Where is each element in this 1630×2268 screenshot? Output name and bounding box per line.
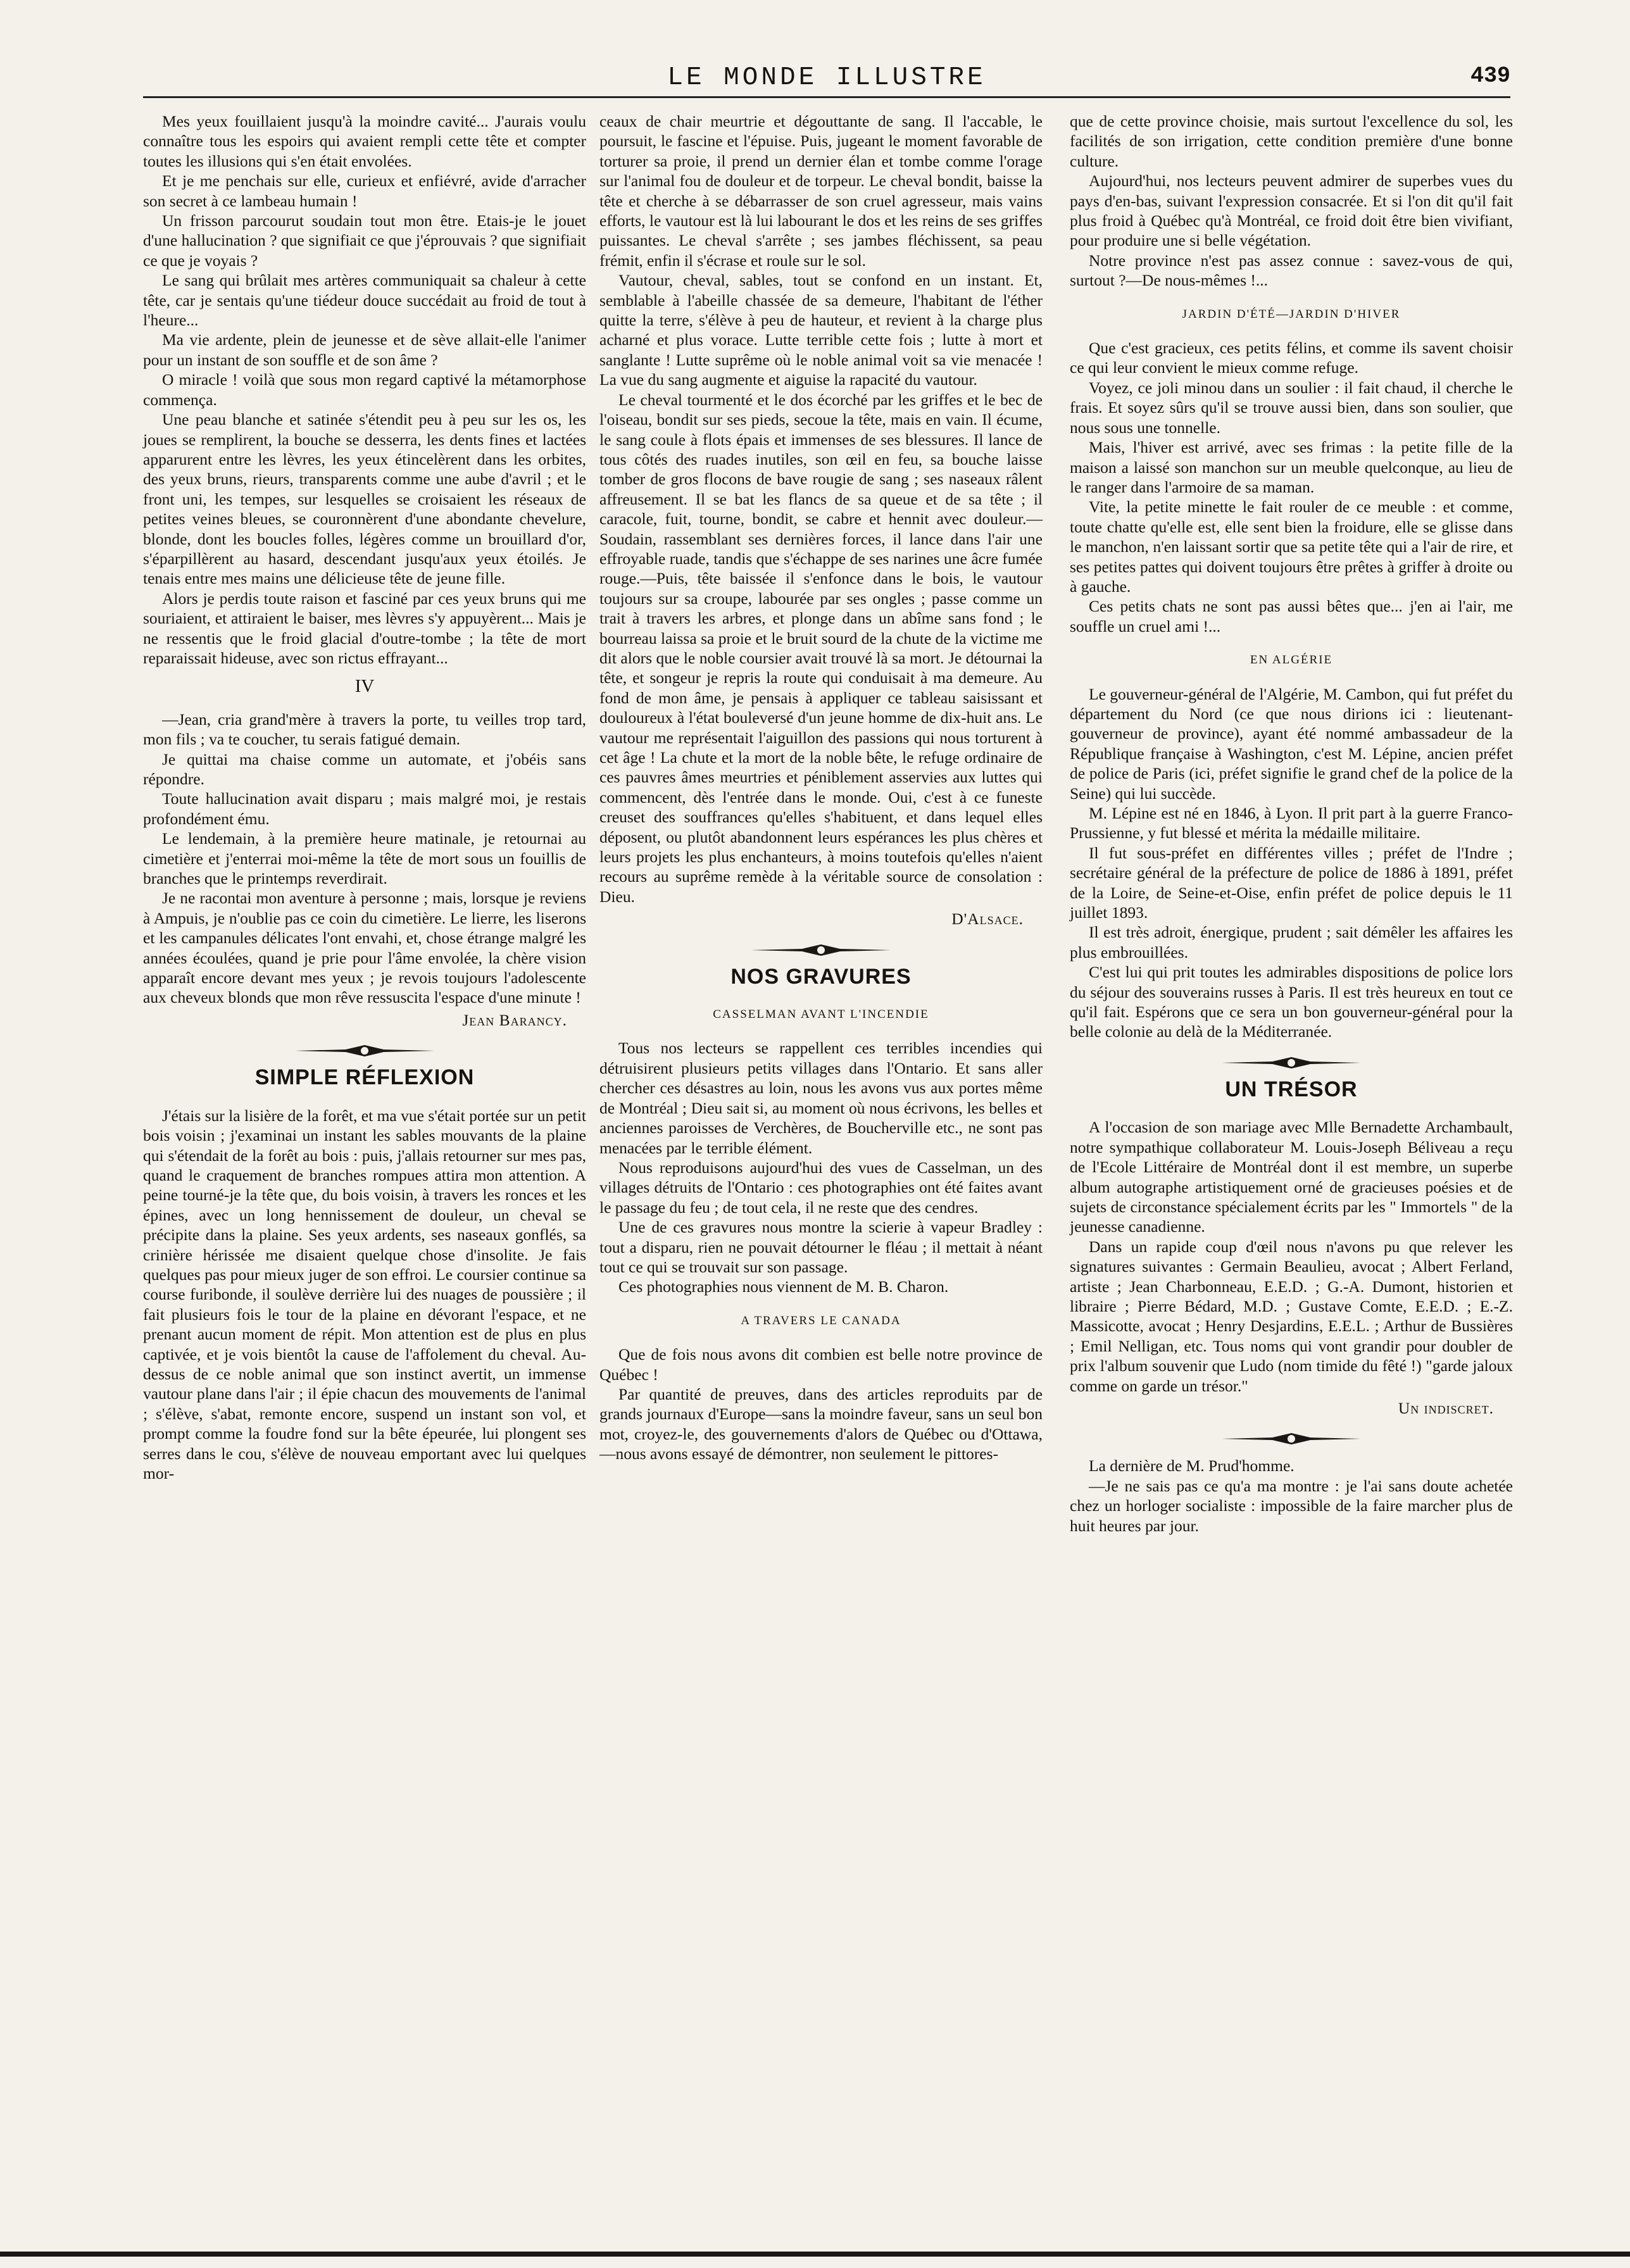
- paragraph: Le lendemain, à la première heure matinale, je retournai au cimetière et j'enterrai moi-même la tête de mort sous un fouillis de branches que le printemps reverdirait.: [143, 829, 586, 888]
- paragraph: Que de fois nous avons dit combien est belle notre province de Québec !: [599, 1345, 1043, 1384]
- article-heading: NOS GRAVURES: [730, 964, 912, 989]
- section-subheading: EN ALGÉRIE: [1250, 653, 1333, 667]
- page-bottom-edge: [0, 2252, 1630, 2257]
- paragraph: —Jean, cria grand'mère à travers la porte, tu veilles trop tard, mon fils ; va te coucher, tu serais fatigué demain.: [143, 710, 586, 749]
- paragraph: que de cette province choisie, mais surtout l'excellence du sol, les facilités de son irrigation, cette condition première d'une bonne culture.: [1070, 112, 1513, 170]
- paragraph: Je quittai ma chaise comme un automate, et j'obéis sans répondre.: [143, 749, 586, 788]
- author-signature: Un indiscret.: [1398, 1398, 1494, 1417]
- paragraph: Mes yeux fouillaient jusqu'à la moindre cavité... J'aurais voulu connaître tous les espoirs qui avaient rempli cette tête et compter toutes les illusions qui s'en était envolées.: [143, 112, 586, 170]
- paragraph: Il est très adroit, énergique, prudent ; sait démêler les affaires les plus embrouillées.: [1070, 923, 1513, 962]
- paragraph: Je ne racontai mon aventure à personne ; mais, lorsque je reviens à Ampuis, je n'oublie pas ce coin du cimetière. Le lierre, les liserons et les campanules délicates l'ont envahi, et, chose étrange malgré les années écoulées, quand je prie pour l'âme envolée, la chère vision apparaît encore devant mes yeux ; je revois toujours l'adolescente aux cheveux blonds que mon rêve ressuscita l'espace d'une minute !: [143, 889, 586, 1007]
- paragraph: Ces photographies nous viennent de M. B. Charon.: [618, 1277, 949, 1296]
- paragraph: Un frisson parcourut soudain tout mon être. Etais-je le jouet d'une hallucination ? que signifiait ce que j'éprouvais ? que signifiait ce que je voyais ?: [143, 211, 586, 270]
- paragraph: Une peau blanche et satinée s'étendit peu à peu sur les os, les joues se remplirent, la bouche se desserra, les dents fines et lactées apparurent entre les lèvres, les yeux étincelèrent dans les orbites, des yeux bruns, rieurs, transparents comme une aube d'avril ; et le front uni, les tempes, sur lesquelles se croisaient les réseaux de petites veines bleues, se couronnèrent d'une abondante chevelure, blonde, dont les boucles folles, légères comme un brouillard d'or, s'éparpillèrent au hasard, descendant jusqu'aux yeux étoilés. Je tenais entre mes mains une délicieuse tête de jeune fille.: [143, 410, 586, 588]
- header-rule: [143, 96, 1510, 98]
- divider-ornament: [1070, 1429, 1513, 1448]
- paragraph: La dernière de M. Prud'homme.: [1089, 1457, 1295, 1475]
- paragraph: J'étais sur la lisière de la forêt, et ma vue s'était portée sur un petit bois voisin ; j'examinai un instant les sables mouvants de la plaine qui s'étendait de la forêt au bois : puis, j'allais retourner sur mes pas, quand le craquement de branches rompues attira mon attention. A peine tourné-je la tête que, du bois voisin, à travers les ronces et les épines, avec un long hennissement de douleur, un cheval se précipite dans la plaine. Ses yeux ardents, ses naseaux gonflés, sa crinière hérissée me disaient quelque chose d'insolite. Je fais quelques pas pour mieux juger de son effroi. Le coursier continue sa course furibonde, il soulève derrière lui des nuages de poussière ; il fait plusieurs fois le tour de la plaine en dévorant l'espace, et ne prenant aucun moment de répit. Mon attention est de plus en plus captivée, et je vois bientôt la cause de l'affolement du cheval. Au-dessus de ce noble animal que son instinct avertit, un immense vautour plane dans l'air ; il épie chacun des mouvements de l'animal ; s'élève, s'abat, remonte encore, suspend un instant son vol, et prompt comme la foudre fond sur la bête épeurée, lui plongent ses serres dans le cou, s'élève de nouveau emportant avec lui quelques mor-: [143, 1106, 586, 1482]
- paragraph: Tous nos lecteurs se rappellent ces terribles incendies qui détruisirent plusieurs petits villages dans l'Ontario. Et sans aller chercher ces désastres au loin, nous les avons vus aux portes même de Montréal ; Dieu sait si, au moment où nous écrivons, les belles et anciennes paroisses de Verchères, de Boucherville etc., ne sont pas menacées par le terrible élément.: [599, 1039, 1043, 1157]
- section-subheading: A TRAVERS LE CANADA: [741, 1313, 901, 1327]
- paragraph: Vautour, cheval, sables, tout se confond en un instant. Et, semblable à l'abeille chassée de sa demeure, l'habitant de l'éther quitte la terre, s'élève à peu de hauteur, et revient à la charge plus acharné et plus vorace. Lutte terrible cette fois ; lutte à mort et sanglante ! Lutte suprême où le noble animal voit sa vie menacée ! La vue du sang augmente et aiguise la rapacité du vautour.: [599, 271, 1043, 389]
- divider-ornament: [599, 941, 1043, 960]
- masthead-title: LE MONDE ILLUSTRE: [667, 63, 986, 92]
- paragraph: A l'occasion de son mariage avec Mlle Bernadette Archambault, notre sympathique collaborateur M. Louis-Joseph Béliveau a reçu de l'Ecole Littéraire de Montréal dont il est membre, un superbe album autographe artistiquement orné de gracieuses poésies et de sujets de circonstance spécialement écrits par les " Immortels " de la jeunesse canadienne.: [1070, 1118, 1513, 1236]
- column-3: [1070, 111, 1513, 1536]
- paragraph: Ma vie ardente, plein de jeunesse et de sève allait-elle l'animer pour un instant de son souffle et de son âme ?: [143, 330, 586, 369]
- paragraph: Par quantité de preuves, dans des articles reproduits par de grands journaux d'Europe—sans la moindre faveur, sans un seul bon mot, croyez-le, des gouvernements d'alors de Québec ou d'Ottawa,—nous avons essayé de démontrer, non seulement le pittores-: [599, 1384, 1043, 1463]
- paragraph: O miracle ! voilà que sous mon regard captivé la métamorphose commença.: [143, 370, 586, 409]
- article-heading: UN TRÉSOR: [1225, 1077, 1358, 1101]
- paragraph: C'est lui qui prit toutes les admirables dispositions de police lors du séjour des souverains russes à Paris. Il est très heureux en tout ce qu'il fait. Espérons que ce sera un bon gouverneur-général pour la belle colonie au delà de la Méditerranée.: [1070, 963, 1513, 1041]
- paragraph: Toute hallucination avait disparu ; mais malgré moi, je restais profondément ému.: [143, 789, 586, 828]
- section-subheading: JARDIN D'ÉTÉ—JARDIN D'HIVER: [1182, 307, 1401, 321]
- paragraph: Vite, la petite minette le fait rouler de ce meuble : et comme, toute chatte qu'elle est, elle sent bien la froidure, elle se glisse dans le manchon, n'en laissant sortir que sa petite tête qui a l'air de rire, et ses petites pattes qui doivent toujours être prêtes à griffer à droite ou à gauche.: [1070, 498, 1513, 596]
- paragraph: Ces petits chats ne sont pas aussi bêtes que... j'en ai l'air, me souffle un cruel ami !...: [1070, 597, 1513, 636]
- paragraph: Le cheval tourmenté et le dos écorché par les griffes et le bec de l'oiseau, bondit sur ses pieds, secoue la tête, mais en vain. Il écume, le sang coule à flots épais et immenses de ses blessures. Il lance de tous côtés des ruades inutiles, son œil en feu, sa bouche laisse tomber de gros flocons de bave rougie de sang ; ses naseaux râlent affreusement. Il se bat les flancs de sa queue et de sa tête ; il caracole, fuit, tourne, bondit, se cabre et hennit avec douleur.—Soudain, rassemblant ses dernières forces, il lance dans l'air une effroyable ruade, tandis que s'échappe de ses narines une âcre fumée rouge.—Puis, tête baissée il s'enfonce dans le bois, le vautour toujours sur sa croupe, labourée par ses ongles ; passe comme un trait à travers les arbres, et plonge dans un abîme sans fond ; le bourreau laissa sa proie et le bruit sourd de la chute de la victime me dit alors que le noble coursier avait trouvé là sa mort. Je détournai la tête, et songeur je repris la route qui conduisait à ma demeure. Au fond de mon âme, je pensais à appliquer ce tableau saisissant et douloureux à l'état bouleversé d'un jeune homme de dix-huit ans. Le vautour me représentait l'aiguillon des passions qui nous torturent à cet âge ! La chute et la mort de la noble bête, le refuge ordinaire de ces pauvres âmes meurtries et péniblement asservies aux luttes qui commencent, dès l'entrée dans le monde. Oui, c'est à ce funeste creuset des souffrances qu'elles s'habituent, et dans lequel elles déposent, ou plutôt abandonnent leurs espérances les plus chères et leurs projets les plus enchanteurs, à moins toutefois qu'elles n'aient recours au suprême remède à la véritable source de consolation : Dieu.: [599, 390, 1043, 906]
- divider-ornament: [1070, 1053, 1513, 1072]
- paragraph: Et je me penchais sur elle, curieux et enfiévré, avide d'arracher son secret à ce lambeau humain !: [143, 172, 586, 210]
- article-heading: SIMPLE RÉFLEXION: [254, 1065, 475, 1090]
- paragraph: Voyez, ce joli minou dans un soulier : il fait chaud, il cherche le frais. Et soyez sûrs qu'il se trouve aussi bien, dans son soulier, que nous sous une tonnelle.: [1070, 378, 1513, 437]
- section-numeral: IV: [354, 676, 375, 697]
- paragraph: Une de ces gravures nous montre la scierie à vapeur Bradley : tout a disparu, rien ne pouvait détourner le fléau ; il mettait à néant tout ce qui se trouvait sur son passage.: [599, 1218, 1043, 1276]
- paragraph: M. Lépine est né en 1846, à Lyon. Il prit part à la guerre Franco-Prussienne, y fut blessé et mérita la médaille militaire.: [1070, 804, 1513, 843]
- column-1: [143, 111, 586, 1483]
- author-signature: Jean Barancy.: [462, 1010, 567, 1029]
- paragraph: Mais, l'hiver est arrivé, avec ses frimas : la petite fille de la maison a laissé son manchon sur un meuble quelconque, au lieu de le ranger dans l'armoire de sa maman.: [1070, 438, 1513, 496]
- divider-ornament: [143, 1041, 586, 1060]
- section-subheading: CASSELMAN AVANT L'INCENDIE: [713, 1008, 929, 1022]
- paragraph: Nous reproduisons aujourd'hui des vues de Casselman, un des villages détruits de l'Ontario : ces photographies ont été faites avant le passage du feu ; de tout cela, il ne reste que des cendres.: [599, 1158, 1043, 1217]
- page-header: [143, 63, 1510, 101]
- paragraph: —Je ne sais pas ce qu'a ma montre : je l'ai sans doute achetée chez un horloger socialiste : impossible de la faire marcher plus de huit heures par jour.: [1070, 1476, 1513, 1535]
- paragraph: Dans un rapide coup d'œil nous n'avons pu que relever les signatures suivantes : Germain Beaulieu, avocat ; Albert Ferland, artiste ; Jean Charbonneau, E.E.D. ; G.-A. Dumont, historien et libraire ; Pierre Bédard, M.D. ; Gustave Comte, E.E.D. ; E.-Z. Massicotte, avocat ; Henry Desjardins, E.E.L. ; Arthur de Bussières ; Emil Nelligan, etc. Tous noms qui vont grandir pour doubler de prix l'album souvenir que Ludo (nom timide du fêté !) "garde jaloux comme on garde un trésor.": [1070, 1237, 1513, 1395]
- paragraph: Que c'est gracieux, ces petits félins, et comme ils savent choisir ce qui leur convient le mieux comme refuge.: [1070, 339, 1513, 377]
- paragraph: Notre province n'est pas assez connue : savez-vous de qui, surtout ?—De nous-mêmes !...: [1070, 251, 1513, 290]
- paragraph: Aujourd'hui, nos lecteurs peuvent admirer de superbes vues du pays d'en-bas, suivant l'expression consacrée. Et si l'on dit qu'il fait plus froid à Québec qu'à Montréal, ce froid doit être bien vivifiant, pour produire une si belle végétation.: [1070, 172, 1513, 250]
- paragraph: Alors je perdis toute raison et fasciné par ces yeux bruns qui me souriaient, et attiraient le baiser, mes lèvres s'y appuyèrent... Mais je ne ressentis que le froid glacial d'outre-tombe ; la tête de mort reparaissait hideuse, avec son rictus effrayant...: [143, 589, 586, 667]
- paragraph: Le gouverneur-général de l'Algérie, M. Cambon, qui fut préfet du département du Nord (ce que nous dirions ici : lieutenant-gouverneur de province), ayant été nommé ambassadeur de la République française à Washington, c'est M. Lépine, ancien préfet de police de Paris (ici, préfet signifie le grand chef de la police de la Seine) qui lui succède.: [1070, 684, 1513, 803]
- column-2: [599, 111, 1043, 1464]
- author-signature: D'Alsace.: [951, 910, 1024, 929]
- paragraph: Le sang qui brûlait mes artères communiquait sa chaleur à cette tête, car je sentais qu'une tiédeur douce succédait au froid de tout à l'heure...: [143, 271, 586, 330]
- paragraph: Il fut sous-préfet en différentes villes ; préfet de l'Indre ; secrétaire général de la préfecture de police de 1886 à 1891, préfet de la Loire, de Seine-et-Oise, enfin préfet de police depuis le 11 juillet 1893.: [1070, 843, 1513, 922]
- paragraph: ceaux de chair meurtrie et dégouttante de sang. Il l'accable, le poursuit, le fascine et l'épuise. Puis, jugeant le moment favorable de torturer sa proie, il prend un dernier élan et tombe comme l'orage sur l'animal fou de douleur et de torpeur. Le cheval bondit, baisse la tête et cherche à se débarrasser de son cruel agresseur, mais vains efforts, le vautour est là lui labourant le dos et les reins de ses griffes puissantes. Le cheval s'arrête ; ses jambes fléchissent, sa peau frémit, enfin il s'écrase et roule sur le sol.: [599, 112, 1043, 270]
- page-number: 439: [1470, 63, 1510, 89]
